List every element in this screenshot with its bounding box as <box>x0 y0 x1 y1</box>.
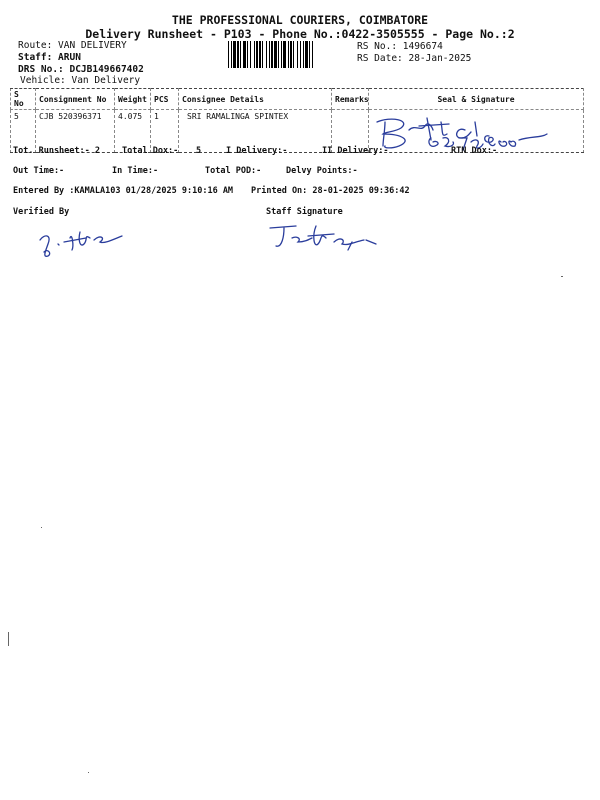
consignment-table <box>10 88 584 153</box>
drs-number: DRS No.: DCJB149667402 <box>18 64 144 75</box>
verified-by-signature-image <box>34 220 134 264</box>
in-time-label: In Time:- <box>112 166 159 176</box>
cell-consignment: CJB 520396371 <box>36 110 115 153</box>
scan-speck <box>561 276 563 277</box>
ii-delivery-label: II Delivery:- <box>322 146 389 156</box>
col-header-weight: Weight <box>115 89 151 110</box>
printed-on: Printed On: 28-01-2025 09:36:42 <box>251 186 410 196</box>
staff-signature-label: Staff Signature <box>266 207 343 217</box>
scan-speck <box>41 527 42 528</box>
total-pod-label: Total POD:- <box>205 166 262 176</box>
scan-speck <box>88 772 89 773</box>
rs-number: RS No.: 1496674 <box>357 41 443 52</box>
vehicle-label: Vehicle: Van Delivery <box>20 75 141 86</box>
scan-edge-mark <box>8 632 9 646</box>
col-header-seal-signature: Seal & Signature <box>369 89 584 110</box>
out-time-label: Out Time:- <box>13 166 65 176</box>
col-header-pcs: PCS <box>151 89 179 110</box>
rs-date: RS Date: 28-Jan-2025 <box>357 53 472 64</box>
company-title: THE PROFESSIONAL COURIERS, COIMBATORE <box>171 13 429 27</box>
col-header-remarks: Remarks <box>332 89 369 110</box>
cell-sno: 5 <box>11 110 36 153</box>
staff-label: Staff: ARUN <box>18 52 81 63</box>
total-dox-count: 5 <box>196 146 202 156</box>
entered-by: Entered By :KAMALA103 01/28/2025 9:10:16 AM <box>13 186 234 196</box>
table-header-row <box>11 89 584 110</box>
route-label: Route: VAN DELIVERY <box>18 40 127 51</box>
i-delivery-label: I Delivery:- <box>226 146 288 156</box>
col-header-consignment: Consignment No <box>36 89 115 110</box>
runsheet-subtitle: Delivery Runsheet - P103 - Phone No.:0422-3505555 - Page No.:2 <box>85 27 515 41</box>
staff-signature-image <box>268 220 388 256</box>
cell-weight: 4.075 <box>115 110 151 153</box>
col-header-sno: S No <box>11 89 36 110</box>
barcode-image <box>228 41 346 68</box>
verified-by-label: Verified By <box>13 207 70 217</box>
cell-consignee: SRI RAMALINGA SPINTEX <box>179 110 332 153</box>
col-header-consignee: Consignee Details <box>179 89 332 110</box>
total-runsheet: Tot. Runsheet:- 2 <box>13 146 100 156</box>
delivery-points-label: Delvy Points:- <box>286 166 358 176</box>
total-dox-label: Total Dox:- <box>122 146 179 156</box>
rtn-dox-label: RTN Dox:- <box>451 146 498 156</box>
cell-pcs: 1 <box>151 110 179 153</box>
